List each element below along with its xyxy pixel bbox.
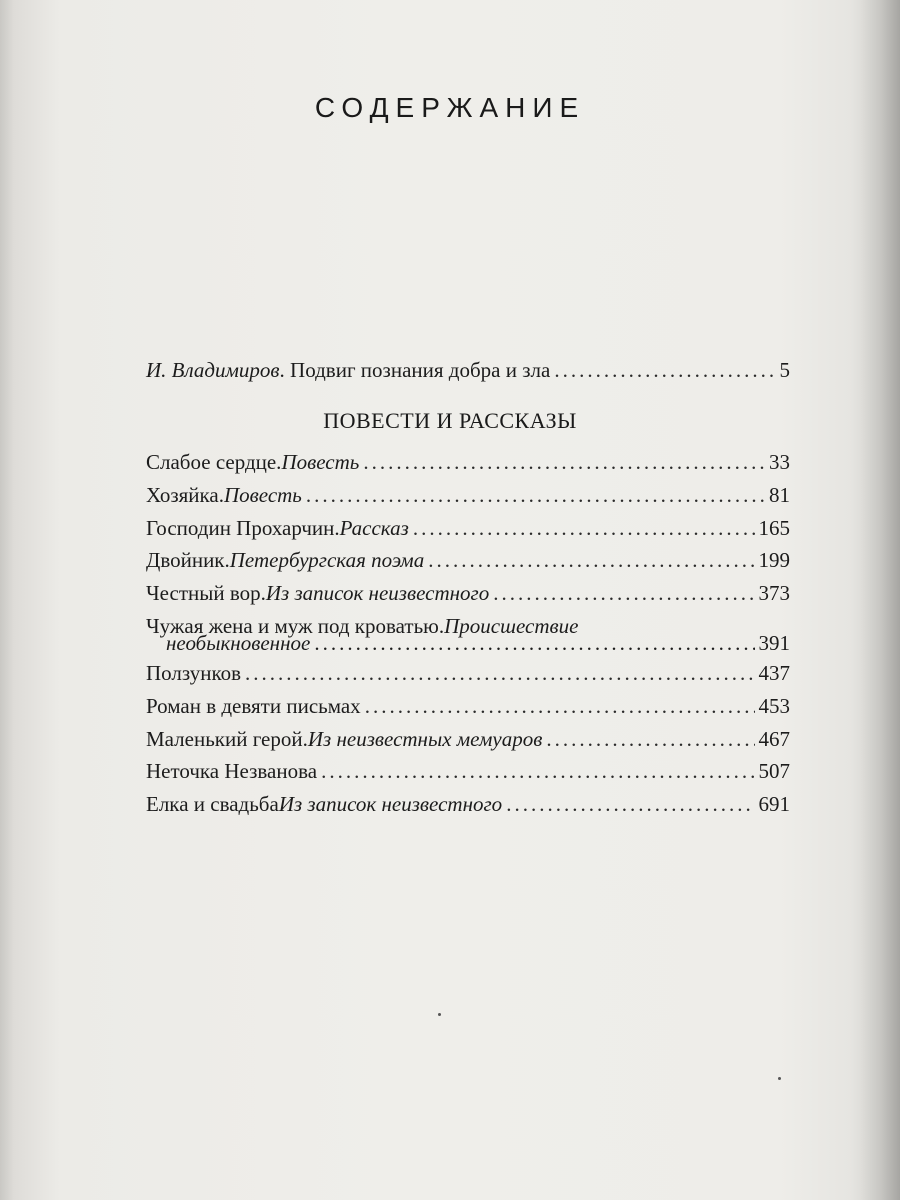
entry-title: Маленький герой. [146, 727, 308, 751]
toc-entry [146, 725, 790, 753]
entry-page-number: 467 [758, 727, 790, 751]
entry-page-number: 81 [769, 483, 790, 507]
entry-title: Елка и свадьба [146, 792, 279, 816]
toc-entry [146, 757, 790, 785]
intro-author: И. Владимиров [146, 358, 280, 382]
leader-dots [546, 725, 754, 753]
entry-page-number: 391 [758, 631, 790, 655]
entry-subtitle-continued: необыкновенное [166, 631, 311, 655]
leader-dots [554, 356, 775, 384]
leader-dots [321, 757, 754, 785]
paper-speck [438, 1013, 441, 1016]
entry-title: Двойник. [146, 548, 230, 572]
entry-title: Хозяйка. [146, 483, 224, 507]
intro-title: . Подвиг познания добра и зла [279, 358, 551, 382]
leader-dots [314, 629, 754, 657]
page-title: СОДЕРЖАНИЕ [314, 92, 586, 123]
entry-title: Чужая жена и муж под кроватью. [146, 614, 445, 638]
toc-entry [146, 692, 790, 720]
leader-dots [365, 692, 755, 720]
entry-title: Неточка Незванова [146, 759, 318, 783]
entry-title: Честный вор. [146, 581, 266, 605]
leader-dots [363, 448, 765, 476]
entry-page-number: 507 [758, 759, 790, 783]
toc-entry [146, 481, 790, 509]
entry-page-number: 691 [758, 792, 790, 816]
entry-page-number: 373 [758, 581, 790, 605]
entry-page-number: 165 [758, 516, 790, 540]
entry-page-number: 437 [758, 661, 790, 685]
entry-subtitle: Петербургская поэма [229, 548, 425, 572]
entry-subtitle: Происшествие [444, 614, 579, 638]
intro-page-number: 5 [779, 358, 790, 382]
leader-dots [493, 579, 754, 607]
toc-entry [146, 659, 790, 687]
entry-subtitle: Из записок неизвестного [278, 792, 503, 816]
entry-subtitle: Рассказ [339, 516, 409, 540]
entry-title: Ползунков [146, 661, 242, 685]
entry-page-number: 199 [758, 548, 790, 572]
entry-title: Роман в девяти письмах [146, 694, 361, 718]
entry-title: Господин Прохарчин. [146, 516, 340, 540]
intro-entry [146, 356, 790, 384]
toc-entry [146, 514, 790, 542]
paper-speck [778, 1077, 781, 1080]
leader-dots [428, 546, 754, 574]
entry-subtitle: Из записок неизвестного [265, 581, 490, 605]
leader-dots [506, 790, 754, 818]
toc-entry-continuation [146, 629, 790, 657]
entry-page-number: 453 [758, 694, 790, 718]
entry-title: Слабое сердце. [146, 450, 282, 474]
entry-page-number: 33 [769, 450, 790, 474]
leader-dots [413, 514, 755, 542]
entry-subtitle: Из неизвестных мемуаров [307, 727, 543, 751]
toc-entry [146, 546, 790, 574]
entry-subtitle: Повесть [281, 450, 360, 474]
leader-dots [306, 481, 765, 509]
page-edge-shadow [860, 0, 900, 1200]
toc-entry [146, 790, 790, 818]
section-title: ПОВЕСТИ И РАССКАЗЫ [323, 408, 577, 433]
leader-dots [245, 659, 754, 687]
entry-subtitle: Повесть [224, 483, 302, 507]
toc-entry [146, 448, 790, 476]
toc-entry [146, 579, 790, 607]
